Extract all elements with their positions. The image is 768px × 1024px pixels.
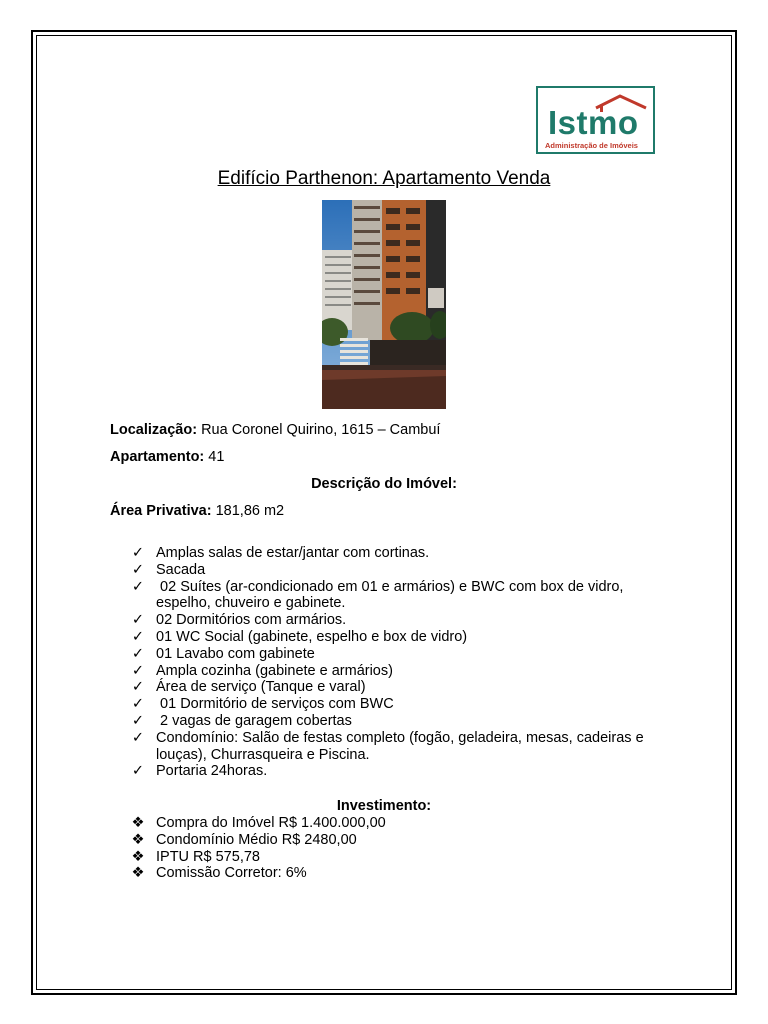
- check-icon: ✓: [131, 628, 145, 645]
- istmo-logo: [536, 86, 655, 154]
- apartment-value: 41: [208, 449, 225, 465]
- diamond-icon: ❖: [131, 831, 145, 848]
- list-item: ✓ Área de serviço (Tanque e varal): [131, 679, 366, 696]
- logo-wordmark: Istmo: [548, 104, 639, 141]
- check-icon: ✓: [131, 561, 145, 578]
- check-icon: ✓: [131, 578, 145, 595]
- investment-list: [130, 815, 670, 882]
- list-item: ✓ Portaria 24horas.: [131, 763, 268, 780]
- list-item: ✓ Sacada: [131, 561, 206, 578]
- diamond-icon: ❖: [131, 815, 145, 831]
- location-line: [110, 422, 440, 438]
- list-item: ✓ Amplas salas de estar/jantar com cortinas.: [131, 545, 430, 561]
- list-item: ✓ 02 Suítes (ar-condicionado em 01 e armários) e BWC com box de vidro, espelho, chuveiro e gabinete.: [131, 578, 628, 612]
- area-line: [110, 503, 284, 519]
- list-item: ✓ Ampla cozinha (gabinete e armários): [131, 662, 393, 679]
- list-item: ✓ 01 Dormitório de serviços com BWC: [131, 696, 394, 713]
- list-item: ✓ 01 WC Social (gabinete, espelho e box de vidro): [131, 628, 468, 645]
- apartment-line: [110, 449, 224, 465]
- list-item: ❖ Comissão Corretor: 6%: [131, 865, 307, 882]
- apartment-label: Apartamento:: [110, 449, 205, 465]
- list-item: ✓ Condomínio: Salão de festas completo (fogão, geladeira, mesas, cadeiras e louças), Churrasqueira e Piscina.: [131, 729, 644, 763]
- list-item: ❖ Condomínio Médio R$ 2480,00: [131, 831, 357, 848]
- features-list: [130, 545, 670, 780]
- list-item: ❖ IPTU R$ 575,78: [131, 848, 260, 865]
- check-icon: ✓: [131, 729, 145, 746]
- logo-tagline: Administração de Imóveis: [545, 141, 638, 150]
- diamond-icon: ❖: [131, 848, 145, 865]
- location-label: Localização:: [110, 422, 198, 438]
- check-icon: ✓: [131, 612, 145, 629]
- check-icon: ✓: [131, 679, 145, 696]
- investment-heading: Investimento:: [336, 798, 432, 814]
- check-icon: ✓: [131, 712, 145, 729]
- location-value: Rua Coronel Quirino, 1615 – Cambuí: [201, 422, 441, 438]
- area-label: Área Privativa:: [110, 503, 212, 519]
- check-icon: ✓: [131, 662, 145, 679]
- check-icon: ✓: [131, 545, 145, 561]
- list-item: ✓ 2 vagas de garagem cobertas: [131, 712, 352, 729]
- check-icon: ✓: [131, 763, 145, 780]
- list-item: ✓ 02 Dormitórios com armários.: [131, 612, 347, 629]
- check-icon: ✓: [131, 645, 145, 662]
- building-photo: [322, 200, 446, 409]
- area-value: 181,86 m2: [215, 503, 285, 519]
- description-heading: Descrição do Imóvel:: [311, 476, 457, 492]
- page-title: Edifício Parthenon: Apartamento Venda: [217, 168, 551, 189]
- list-item: ❖ Compra do Imóvel R$ 1.400.000,00: [131, 815, 386, 831]
- list-item: ✓ 01 Lavabo com gabinete: [131, 645, 315, 662]
- check-icon: ✓: [131, 696, 145, 713]
- diamond-icon: ❖: [131, 865, 145, 882]
